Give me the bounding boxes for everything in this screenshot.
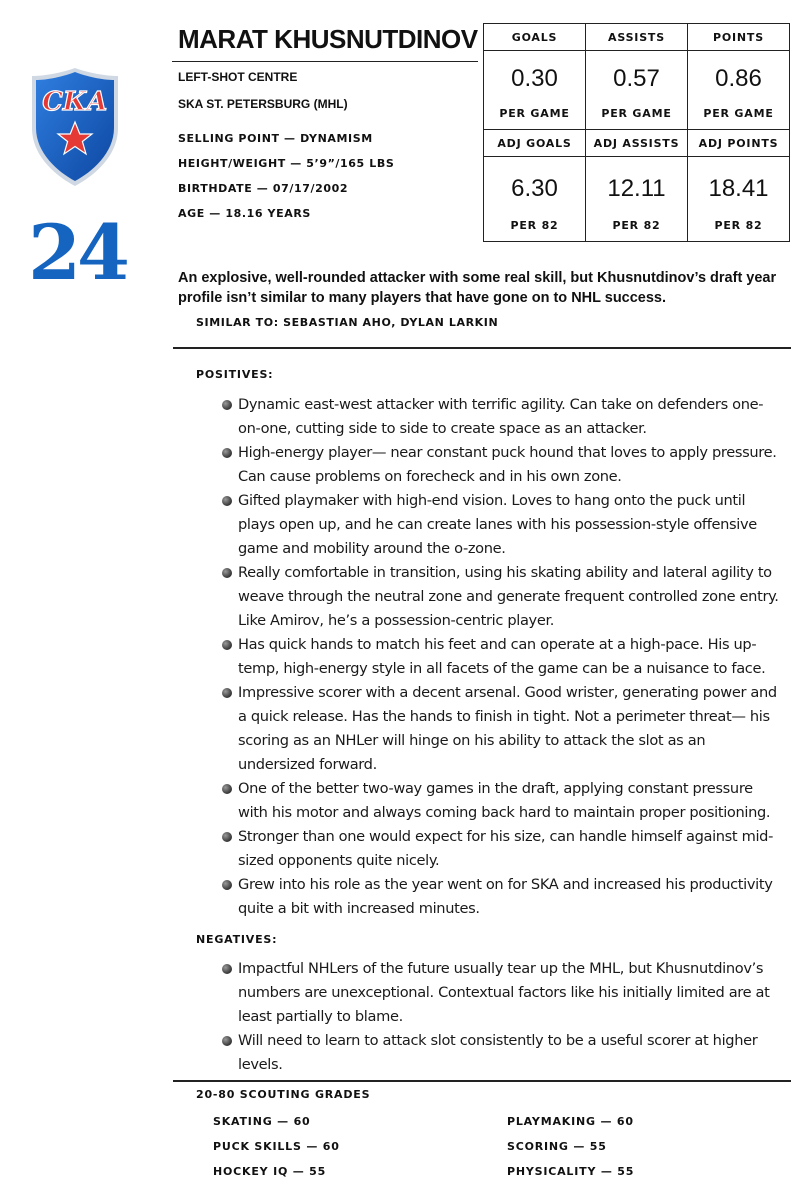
logo-text: СКА [42,87,108,117]
stat-adj-goals-per-82 [484,157,586,242]
list-item-text: Stronger than one would expect for his size, can handle himself against mid-sized opponents quite nicely. [238,828,773,869]
stat-header-points: POINTS [688,24,790,51]
stat-value: 0.86 [715,65,762,92]
list-item-text: Impressive scorer with a decent arsenal. Good wrister, generating power and a quick release. Has the hands to finish in tight. Not a perimeter threat— his scoring as an NHLer will hinge on his ability to attack the slot as an undersized forward. [238,684,777,773]
stat-header-adj-points: ADJ POINTS [688,130,790,157]
stat-assists-per-game [586,51,688,130]
name-divider [172,61,478,62]
negatives-list [220,957,785,1077]
section-divider [173,1080,791,1082]
list-item [220,489,785,561]
positives-heading: POSITIVES: [196,368,274,381]
grade-physicality: PHYSICALITY — 55 [507,1165,635,1178]
height-weight: HEIGHT/WEIGHT — 5’9”/165 LBS [178,157,395,170]
list-item [220,681,785,777]
section-divider [173,347,791,349]
list-item [220,777,785,825]
age: AGE — 18.16 YEARS [178,207,311,220]
grade-hockey-iq: HOCKEY IQ — 55 [213,1165,327,1178]
list-item [220,957,785,1029]
list-item [220,393,785,441]
selling-point: SELLING POINT — DYNAMISM [178,132,373,145]
bullet-icon [222,496,232,506]
stat-adj-points-per-82 [688,157,790,242]
positives-list [220,393,785,921]
grade-playmaking: PLAYMAKING — 60 [507,1115,634,1128]
bullet-icon [222,784,232,794]
stat-value: 12.11 [607,175,666,202]
stat-header-adj-goals: ADJ GOALS [484,130,586,157]
grade-skating: SKATING — 60 [213,1115,311,1128]
player-position: LEFT-SHOT CENTRE [178,70,298,84]
grade-scoring: SCORING — 55 [507,1140,607,1153]
list-item [220,561,785,633]
player-name: MARAT KHUSNUTDINOV [178,24,478,54]
similar-players: SIMILAR TO: SEBASTIAN AHO, DYLAN LARKIN [196,316,499,329]
list-item [220,825,785,873]
stat-unit: PER 82 [612,219,661,232]
list-item [220,873,785,921]
bullet-icon [222,448,232,458]
stat-header-adj-assists: ADJ ASSISTS [586,130,688,157]
stat-adj-assists-per-82 [586,157,688,242]
list-item [220,633,785,681]
bullet-icon [222,568,232,578]
list-item [220,441,785,489]
stat-points-per-game [688,51,790,130]
bullet-icon [222,640,232,650]
bullet-icon [222,964,232,974]
list-item-text: Really comfortable in transition, using his skating ability and lateral agility to weave through the neutral zone and generate frequent controlled zone entry. Like Amirov, he’s a possession-centric player. [238,564,779,629]
list-item-text: Dynamic east-west attacker with terrific agility. Can take on defenders one-on-one, cutting side to side to create space as an attacker. [238,396,764,437]
bullet-icon [222,1036,232,1046]
list-item-text: Grew into his role as the year went on for SKA and increased his productivity quite a bit with increased minutes. [238,876,773,917]
stat-unit: PER GAME [703,107,774,120]
stat-value: 0.30 [511,65,558,92]
list-item-text: Has quick hands to match his feet and can operate at a high-pace. His up-temp, high-energy style in all facets of the game can be a nuisance to face. [238,636,766,677]
bullet-icon [222,832,232,842]
birthdate: BIRTHDATE — 07/17/2002 [178,182,349,195]
stat-unit: PER GAME [499,107,570,120]
list-item [220,1029,785,1077]
stat-header-goals: GOALS [484,24,586,51]
stat-unit: PER GAME [601,107,672,120]
bullet-icon [222,880,232,890]
grade-puck-skills: PUCK SKILLS — 60 [213,1140,340,1153]
jersey-number: 24 [28,208,126,297]
stat-header-assists: ASSISTS [586,24,688,51]
negatives-heading: NEGATIVES: [196,933,278,946]
stat-goals-per-game [484,51,586,130]
list-item-text: Gifted playmaker with high-end vision. Loves to hang onto the puck until plays open up, and he can create lanes with his possession-style offensive game and mobility around the o-zone. [238,492,757,557]
stat-value: 0.57 [613,65,660,92]
list-item-text: Will need to learn to attack slot consistently to be a useful scorer at higher levels. [238,1032,758,1073]
list-item-text: One of the better two-way games in the draft, applying constant pressure with his motor and always coming back hard to maintain proper positioning. [238,780,771,821]
bullet-icon [222,400,232,410]
list-item-text: High-energy player— near constant puck hound that loves to apply pressure. Can cause problems on forecheck and in his own zone. [238,444,777,485]
scouting-grades-heading: 20-80 SCOUTING GRADES [196,1088,371,1101]
team-logo [28,66,122,188]
player-team: SKA ST. PETERSBURG (MHL) [178,97,348,111]
stats-table [483,23,790,242]
stat-value: 6.30 [511,175,558,202]
stat-unit: PER 82 [510,219,559,232]
stat-value: 18.41 [708,175,769,202]
list-item-text: Impactful NHLers of the future usually tear up the MHL, but Khusnutdinov’s numbers are unexceptional. Contextual factors like his initially limited are at least partially to blame. [238,960,770,1025]
player-summary: An explosive, well-rounded attacker with some real skill, but Khusnutdinov’s draft year profile isn’t similar to many players that have gone on to NHL success. [178,270,777,306]
stat-unit: PER 82 [714,219,763,232]
bullet-icon [222,688,232,698]
